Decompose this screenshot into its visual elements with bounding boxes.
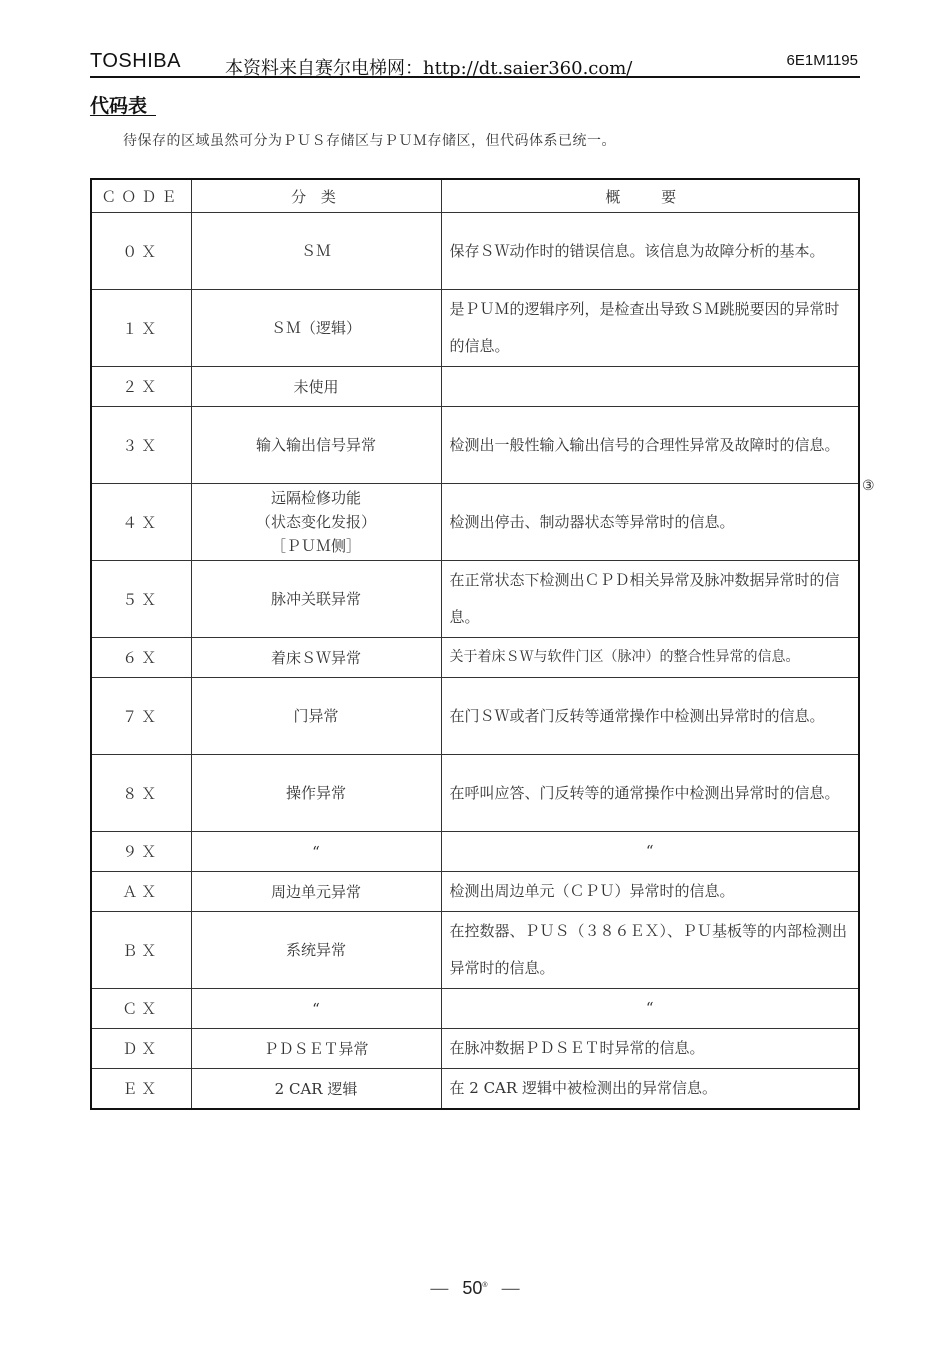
page-title: 代码表 [90, 95, 148, 117]
table-row [91, 213, 859, 290]
row-category: 系统异常 [191, 912, 441, 989]
brand-logo-text: TOSHIBA [90, 50, 181, 72]
page-mark: ® [482, 1282, 488, 1289]
row-summary: 检测出周边单元（ＣＰＵ）异常时的信息。 [441, 872, 859, 912]
table-row [91, 367, 859, 407]
row-category [191, 484, 441, 561]
row-code: ５Ｘ [91, 561, 191, 638]
header-code: ＣＯＤＥ [91, 179, 191, 213]
category-line: （状态变化发报） [255, 513, 376, 531]
revision-mark: ③ [862, 478, 875, 494]
table-row [91, 407, 859, 484]
row-code: ９Ｘ [91, 832, 191, 872]
row-code: ４Ｘ [91, 484, 191, 561]
row-code: ＢＸ [91, 912, 191, 989]
table-row [91, 872, 859, 912]
row-summary: 关于着床ＳＷ与软件门区（脉冲）的整合性异常的信息。 [441, 638, 859, 678]
row-code: ＣＸ [91, 989, 191, 1029]
table-row [91, 678, 859, 755]
table-row [91, 832, 859, 872]
row-summary: 检测出停击、制动器状态等异常时的信息。 [441, 484, 859, 561]
row-code: ３Ｘ [91, 407, 191, 484]
row-code: ２Ｘ [91, 367, 191, 407]
title-underline [90, 115, 156, 116]
table-row [91, 989, 859, 1029]
row-category: 周边单元异常 [191, 872, 441, 912]
row-category: ＰＤＳＥＴ异常 [191, 1029, 441, 1069]
row-code: ７Ｘ [91, 678, 191, 755]
footer-dash-left: — [430, 1278, 449, 1298]
row-category: 门异常 [191, 678, 441, 755]
table-row [91, 1029, 859, 1069]
row-summary: 在呼叫应答、门反转等的通常操作中检测出异常时的信息。 [441, 755, 859, 832]
row-summary: 在脉冲数据ＰＤＳＥＴ时异常的信息。 [441, 1029, 859, 1069]
row-code: １Ｘ [91, 290, 191, 367]
row-category: 着床ＳＷ异常 [191, 638, 441, 678]
row-code: ＡＸ [91, 872, 191, 912]
row-summary: 在 2 CAR 逻辑中被检测出的异常信息。 [441, 1069, 859, 1110]
header-summary: 概 要 [441, 179, 859, 213]
row-category: ＳＭ [191, 213, 441, 290]
code-table [90, 178, 860, 1110]
row-category: “ [191, 832, 441, 872]
row-category: 未使用 [191, 367, 441, 407]
table-row [91, 755, 859, 832]
row-summary: “ [441, 989, 859, 1029]
table-row [91, 290, 859, 367]
row-category: “ [191, 989, 441, 1029]
category-line: 远隔检修功能 [270, 489, 361, 507]
row-summary: 检测出一般性输入输出信号的合理性异常及故障时的信息。 [441, 407, 859, 484]
intro-text: 待保存的区域虽然可分为ＰＵＳ存储区与ＰＵＭ存储区，但代码体系已统一。 [123, 133, 616, 149]
table-row [91, 1069, 859, 1110]
row-code: ０Ｘ [91, 213, 191, 290]
row-code: ８Ｘ [91, 755, 191, 832]
page-header [90, 50, 860, 79]
row-code: ＤＸ [91, 1029, 191, 1069]
header-category: 分 类 [191, 179, 441, 213]
document-number: 6E1M1195 [786, 52, 858, 69]
row-summary: “ [441, 832, 859, 872]
row-summary: 在门ＳＷ或者门反转等通常操作中检测出异常时的信息。 [441, 678, 859, 755]
row-category: 脉冲关联异常 [191, 561, 441, 638]
row-summary: 是ＰＵＭ的逻辑序列，是检查出导致ＳＭ跳脱要因的异常时的信息。 [441, 290, 859, 367]
table-header-row [91, 179, 859, 213]
table-row [91, 912, 859, 989]
row-code: ＥＸ [91, 1069, 191, 1110]
table-row [91, 561, 859, 638]
row-category: 输入输出信号异常 [191, 407, 441, 484]
category-line: ［ＰＵＭ侧］ [270, 537, 361, 555]
row-category: 操作异常 [191, 755, 441, 832]
row-category: ＳＭ（逻辑） [191, 290, 441, 367]
row-code: ６Ｘ [91, 638, 191, 678]
page-number: 50 [462, 1278, 483, 1298]
row-summary: 在正常状态下检测出ＣＰＤ相关异常及脉冲数据异常时的信息。 [441, 561, 859, 638]
table-row [91, 638, 859, 678]
header-rule [90, 76, 860, 78]
row-summary [441, 367, 859, 407]
source-line: 本资料来自赛尔电梯网：http://dt.saier360.com/ [225, 58, 633, 79]
table-row [91, 484, 859, 561]
footer-dash-right: — [501, 1278, 520, 1298]
row-category: 2 CAR 逻辑 [191, 1069, 441, 1110]
row-summary: 在控数器、ＰＵＳ（３８６ＥＸ）、ＰＵ基板等的内部检测出异常时的信息。 [441, 912, 859, 989]
row-summary: 保存ＳＷ动作时的错误信息。该信息为故障分析的基本。 [441, 213, 859, 290]
page-footer [0, 1278, 950, 1299]
